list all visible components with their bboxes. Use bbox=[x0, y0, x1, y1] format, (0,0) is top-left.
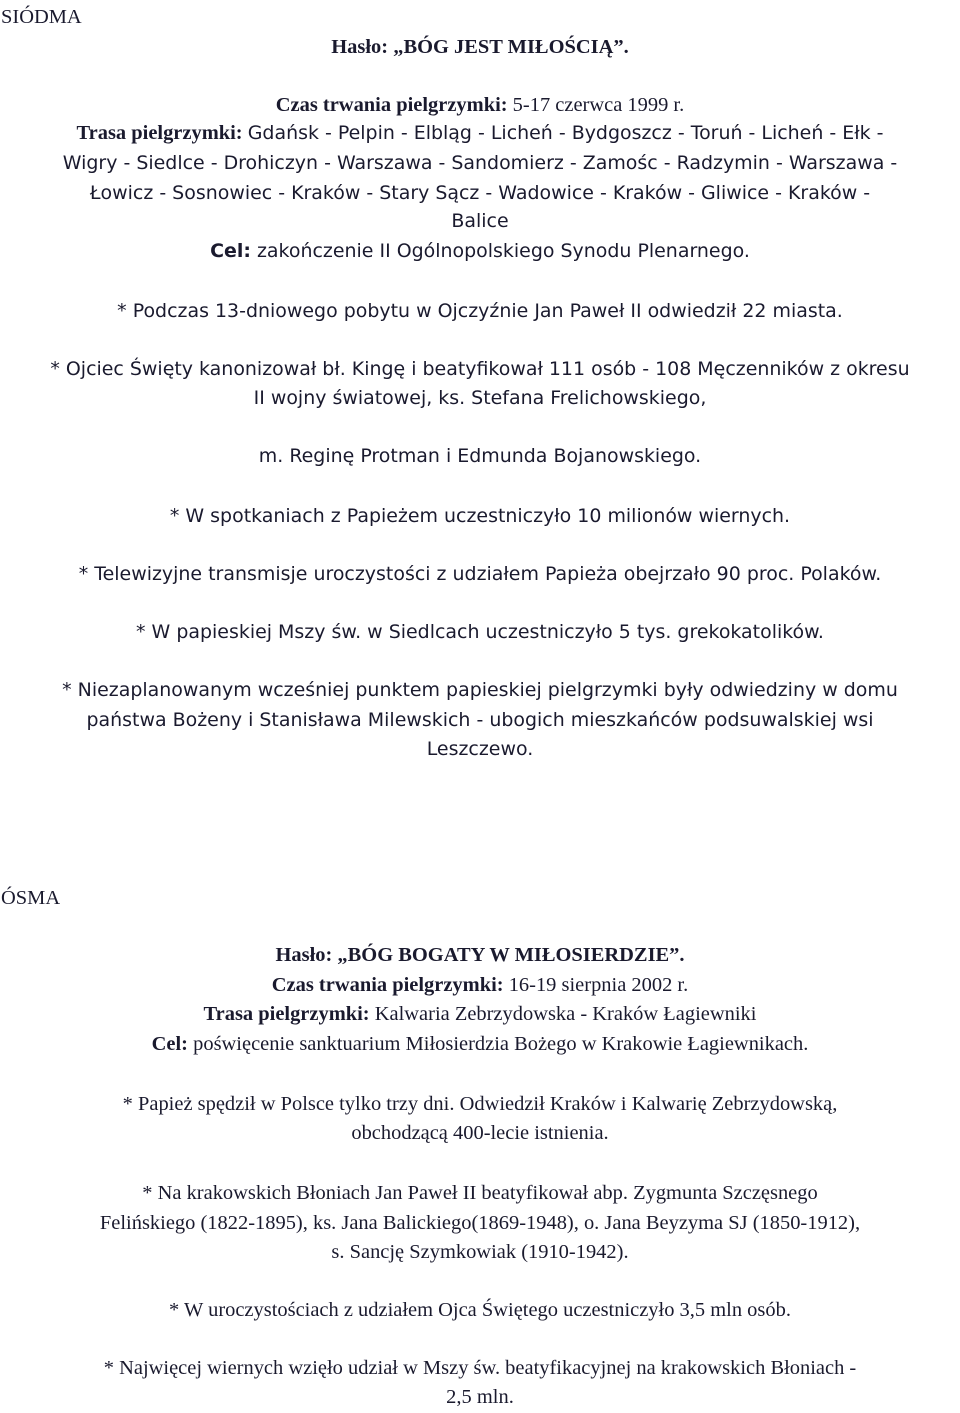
section8-goal-label: Cel: bbox=[151, 1033, 189, 1055]
section8-duration-value: 16-19 sierpnia 2002 r. bbox=[508, 974, 689, 996]
section7-heading: SIÓDMA bbox=[1, 6, 82, 28]
section8-note-1-line1: * Papież spędził w Polsce tylko trzy dni. Odwiedził Kraków i Kalwarię Zebrzydowską, bbox=[122, 1093, 838, 1115]
section8-note-4-line1: * Najwięcej wiernych wzięło udział w Mszy św. beatyfikacyjnej na krakowskich Błoniach - bbox=[103, 1357, 857, 1379]
section7-note-2-line1: * Ojciec Święty kanonizował bł. Kingę i beatyfikował 111 osób - 108 Męczenników z okresu bbox=[50, 358, 910, 380]
section8-note-4-line2: 2,5 mln. bbox=[446, 1386, 514, 1408]
section7-duration bbox=[1, 90, 959, 121]
section7-route-text1: Gdańsk - Pelpin - Elbląg - Licheń - Bydgoszcz - Toruń - Licheń - Ełk - bbox=[247, 122, 884, 144]
section8-route bbox=[1, 999, 959, 1030]
section7-note-3: * W spotkaniach z Papieżem uczestniczyło 10 milionów wiernych. bbox=[169, 505, 791, 527]
section7-motto bbox=[1, 32, 959, 63]
section7-route-line2: Wigry - Siedlce - Drohiczyn - Warszawa - Sandomierz - Zamośc - Radzymin - Warszawa - bbox=[62, 152, 898, 174]
section8-route-label: Trasa pielgrzymki: bbox=[203, 1003, 370, 1025]
section7-motto-label: Hasło: bbox=[331, 36, 389, 58]
section8-goal-text: poświęcenie sanktuarium Miłosierdzia Bożego w Krakowie Łagiewnikach. bbox=[193, 1033, 809, 1055]
section7-note-1: * Podczas 13-dniowego pobytu w Ojczyźnie Jan Paweł II odwiedził 22 miasta. bbox=[117, 300, 843, 322]
section8-note-3: * W uroczystościach z udziałem Ojca Świętego uczestniczyło 3,5 mln osób. bbox=[169, 1299, 791, 1321]
section8-duration bbox=[1, 970, 959, 1001]
section7-route-line3: Łowicz - Sosnowiec - Kraków - Stary Sącz - Wadowice - Kraków - Gliwice - Kraków - bbox=[89, 182, 871, 204]
section8-note-1-line2: obchodzącą 400-lecie istnienia. bbox=[351, 1122, 609, 1144]
section7-route-label: Trasa pielgrzymki: bbox=[76, 122, 243, 144]
section8-heading: ÓSMA bbox=[1, 887, 61, 909]
section7-goal-text: zakończenie II Ogólnopolskiego Synodu Plenarnego. bbox=[256, 240, 750, 262]
section8-goal bbox=[1, 1029, 959, 1060]
section8-motto bbox=[1, 940, 959, 971]
section7-route-line4: Balice bbox=[451, 210, 509, 232]
section7-duration-value: 5-17 czerwca 1999 r. bbox=[512, 94, 685, 116]
section8-note-2-line1: * Na krakowskich Błoniach Jan Paweł II beatyfikował abp. Zygmunta Szczęsnego bbox=[142, 1182, 818, 1204]
section7-duration-label: Czas trwania pielgrzymki: bbox=[275, 94, 508, 116]
section8-note-2-line3: s. Sancję Szymkowiak (1910-1942). bbox=[331, 1241, 629, 1263]
section7-motto-text: „BÓG JEST MIŁOŚCIĄ”. bbox=[393, 36, 629, 58]
section7-note-6-line2: państwa Bożeny i Stanisława Milewskich - ubogich mieszkańców podsuwalskiej wsi bbox=[86, 709, 874, 731]
section7-goal bbox=[1, 236, 959, 267]
section8-motto-text: „BÓG BOGATY W MIŁOSIERDZIE”. bbox=[337, 944, 685, 966]
section7-goal-label: Cel: bbox=[210, 240, 251, 262]
section8-route-text: Kalwaria Zebrzydowska - Kraków Łagiewniki bbox=[374, 1003, 757, 1025]
section7-note-6-line1: * Niezaplanowanym wcześniej punktem papieskiej pielgrzymki były odwiedziny w domu bbox=[62, 679, 898, 701]
section7-note-6-line3: Leszczewo. bbox=[426, 738, 534, 760]
section8-duration-label: Czas trwania pielgrzymki: bbox=[271, 974, 504, 996]
section7-note-5: * W papieskiej Mszy św. w Siedlcach uczestniczyło 5 tys. grekokatolików. bbox=[136, 621, 824, 643]
section8-motto-label: Hasło: bbox=[275, 944, 333, 966]
section8-note-2-line2: Felińskiego (1822-1895), ks. Jana Balickiego(1869-1948), o. Jana Beyzyma SJ (1850-1912), bbox=[99, 1212, 861, 1234]
section7-note-2-line2: II wojny światowej, ks. Stefana Frelichowskiego, bbox=[253, 387, 707, 409]
section7-note-4: * Telewizyjne transmisje uroczystości z udziałem Papieża obejrzało 90 proc. Polaków. bbox=[78, 563, 882, 585]
section7-note-2-line3: m. Reginę Protman i Edmunda Bojanowskiego. bbox=[258, 445, 702, 467]
section7-route-line1 bbox=[1, 118, 959, 149]
